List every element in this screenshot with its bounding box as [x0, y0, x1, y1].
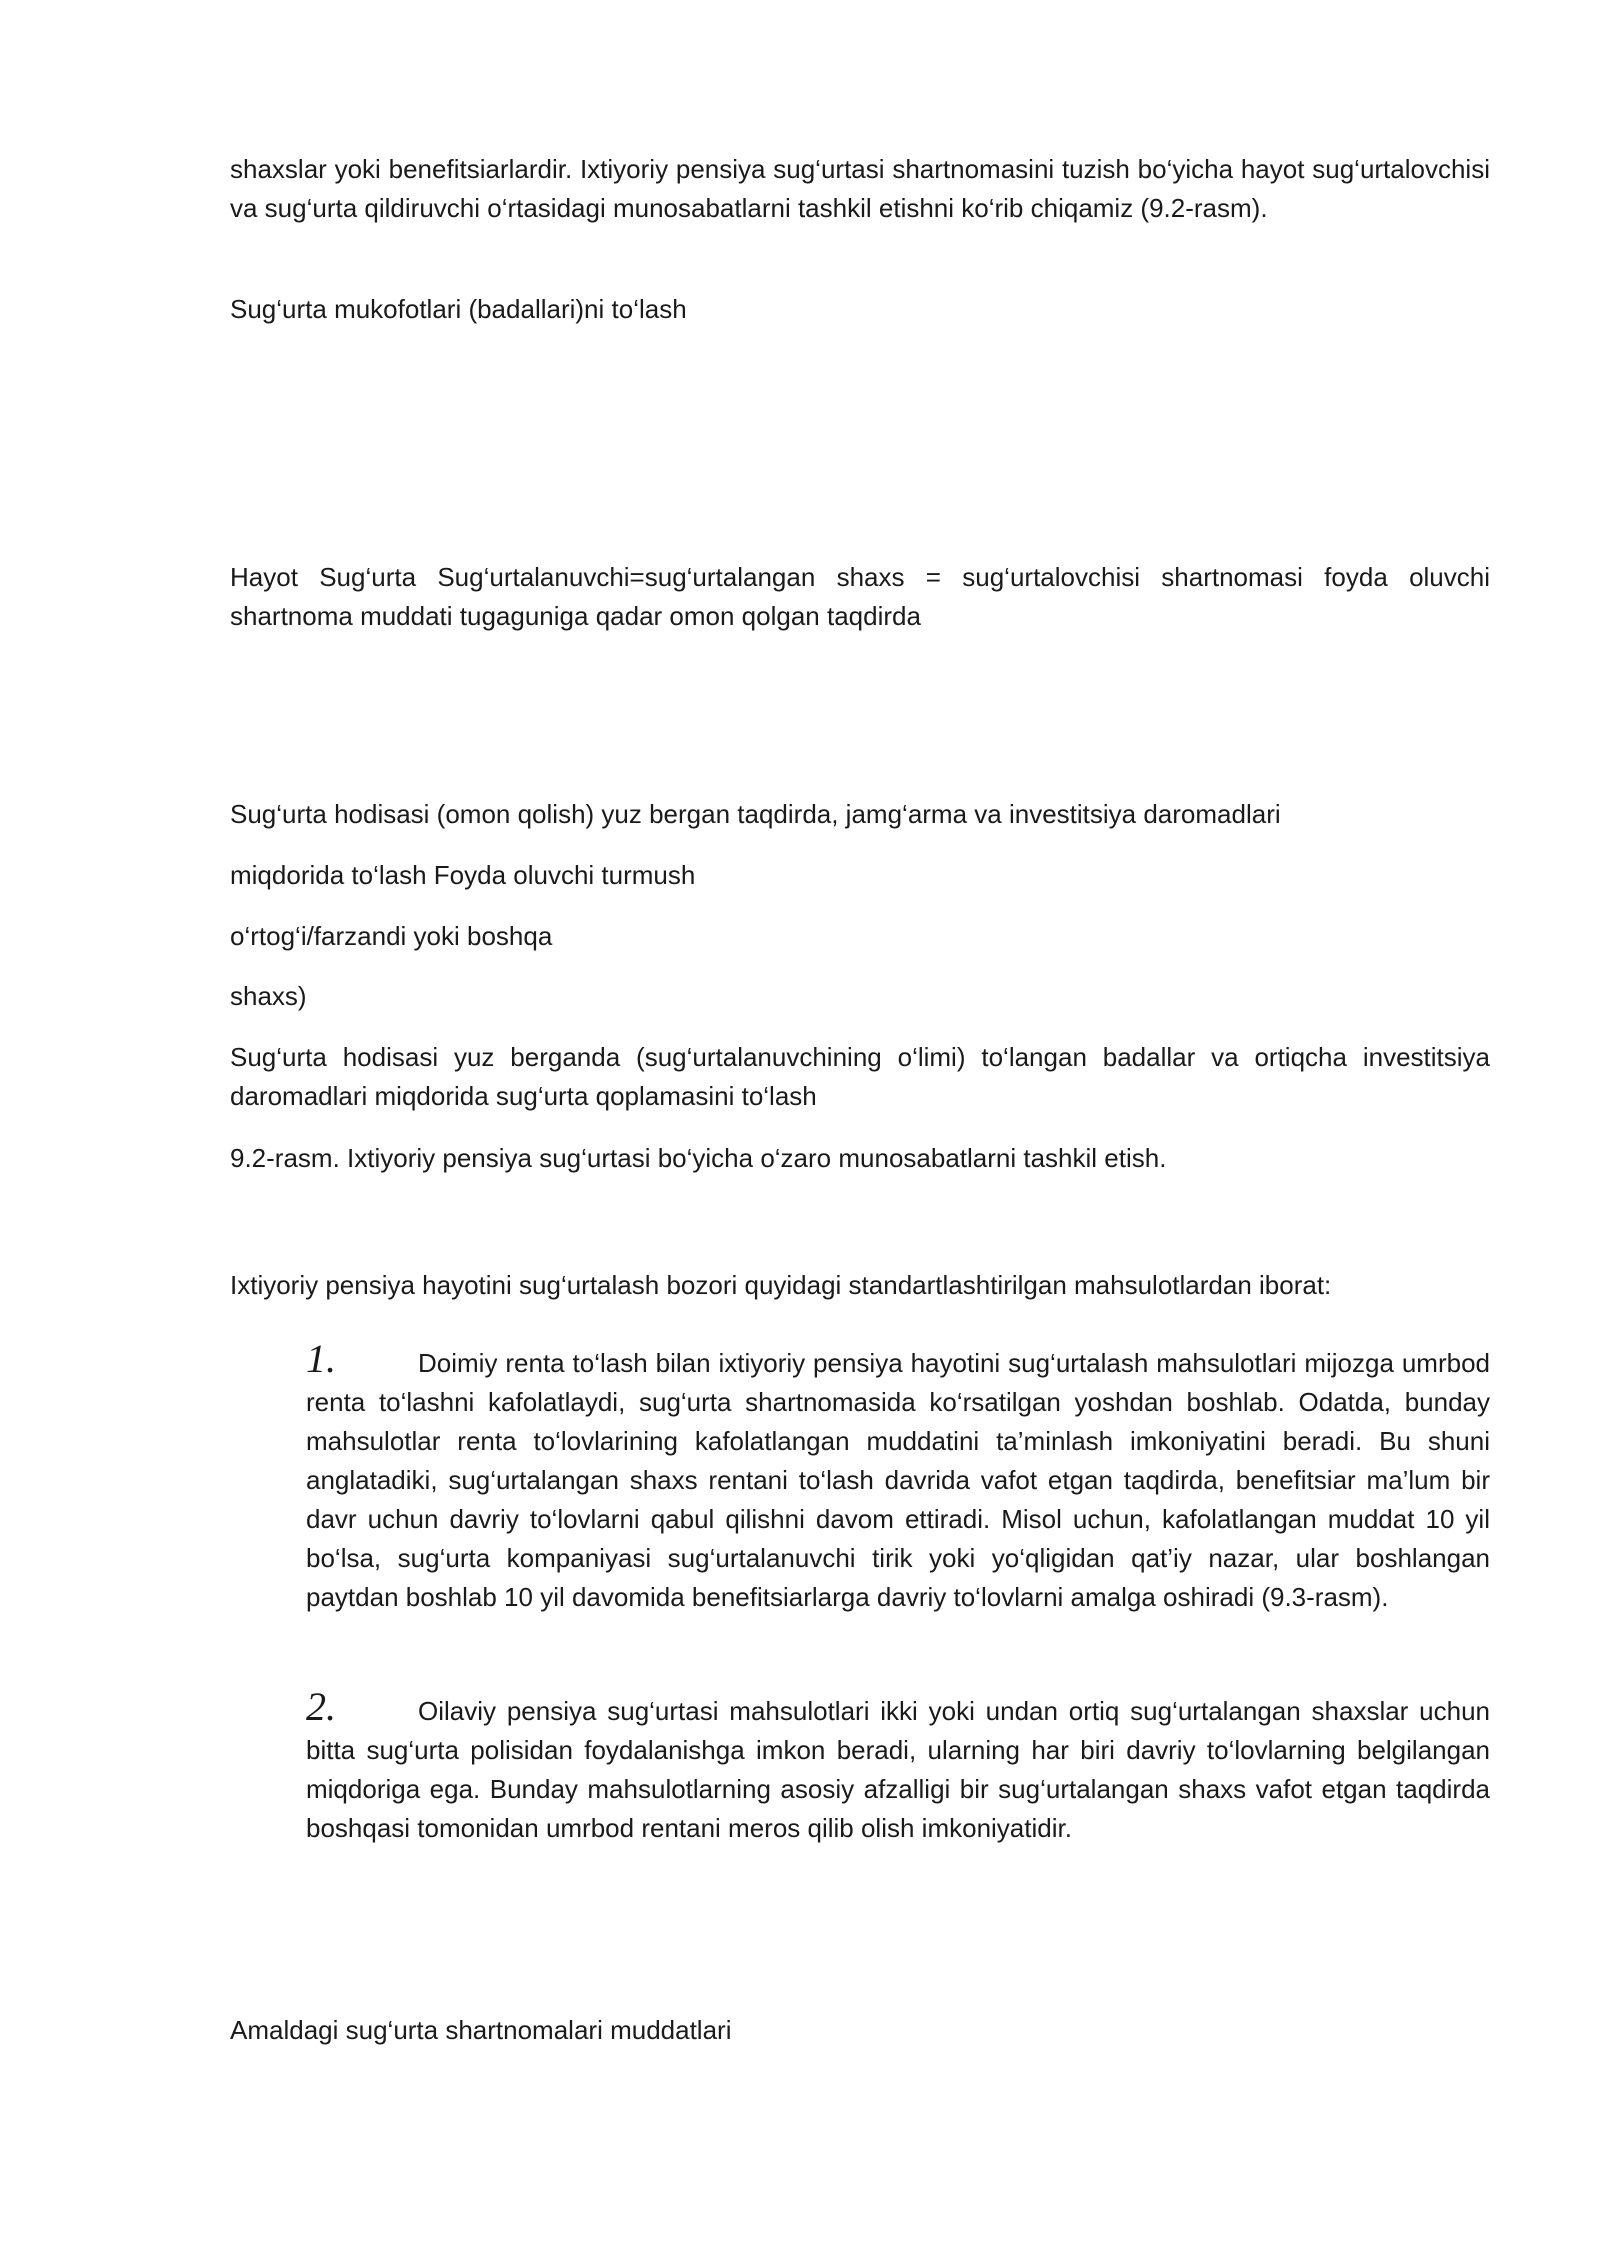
list-item-text: Doimiy renta to‘lash bilan ixtiyoriy pensiya hayotini sug‘urtalash mahsulotlari mijozga umrbod renta to‘lashni kafolatlaydi, sug‘urta shartnomasida ko‘rsatilgan yoshdan boshlab. Odatda, bunday mahsulotlar renta to‘lovlarining kafolatlangan muddatini ta’minlash imkoniyatini beradi. Bu shuni anglatadiki, sug‘urtalangan shaxs rentani to‘lash davrida vafot etgan taqdirda, benefitsiar ma’lum bir davr uchun davriy to‘lovlarni qabul qilishni davom ettiradi. Misol uchun, kafolatlangan muddat 10 yil bo‘lsa, sug‘urta kompaniyasi sug‘urtalanuvchi tirik yoki yo‘qligidan qat’iy nazar, ular boshlangan paytdan boshlab 10 yil davomida benefitsiarlarga davriy to‘lovlarni amalga oshiradi (9.3-rasm). — [306, 1348, 1490, 1612]
diagram-label-premium-payment: Sug‘urta mukofotlari (badallari)ni to‘lash — [230, 294, 687, 324]
list-number: 1. — [306, 1336, 336, 1381]
diagram-label-spouse-child: o‘rtog‘i/farzandi yoki boshqa — [230, 921, 553, 951]
paragraph-contract-terms: Amaldagi sug‘urta shartnomalari muddatlari — [230, 2015, 732, 2045]
paragraph-intro: shaxslar yoki benefitsiarlardir. Ixtiyoriy pensiya sug‘urtasi shartnomasini tuzish bo‘yicha hayot sug‘urtalovchisi va sug‘urta qildiruvchi o‘rtasidagi munosabatlarni tashkil etishni ko‘rib chiqamiz (9.2-rasm). — [230, 154, 1490, 223]
list-item-text: Oilaviy pensiya sug‘urtasi mahsulotlari ikki yoki undan ortiq sug‘urtalangan shaxslar uchun bitta sug‘urta polisidan foydalanishga imkon beradi, ularning har biri davriy to‘lovlarning belgilangan miqdoriga ega. Bunday mahsulotlarning asosiy afzalligi bir sug‘urtalangan shaxs vafot etgan taqdirda boshqasi tomonidan umrbod rentani meros qilib olish imkoniyatidir. — [306, 1696, 1490, 1843]
list-number: 2. — [306, 1684, 336, 1729]
diagram-label-death-event: Sug‘urta hodisasi yuz berganda (sug‘urtalanuvchining o‘limi) to‘langan badallar va ortiqcha investitsiya daromadlari miqdorida sug‘urta qoplamasini to‘lash — [230, 1042, 1490, 1111]
figure-caption: 9.2-rasm. Ixtiyoriy pensiya sug‘urtasi bo‘yicha o‘zaro munosabatlarni tashkil etish. — [230, 1143, 1167, 1173]
diagram-label-person: shaxs) — [230, 981, 307, 1011]
list-item — [306, 1684, 1490, 1848]
diagram-label-survival-event: Sug‘urta hodisasi (omon qolish) yuz bergan taqdirda, jamg‘arma va investitsiya daromadlari — [230, 799, 1281, 829]
diagram-label-parties: Hayot Sug‘urta Sug‘urtalanuvchi=sug‘urtalangan shaxs = sug‘urtalovchisi shartnomasi foyda oluvchi shartnoma muddati tugaguniga qadar omon qolgan taqdirda — [230, 562, 1490, 631]
paragraph-market-products: Ixtiyoriy pensiya hayotini sug‘urtalash bozori quyidagi standartlashtirilgan mahsulotlardan iborat: — [230, 1270, 1332, 1300]
diagram-label-payment-beneficiary: miqdorida to‘lash Foyda oluvchi turmush — [230, 860, 696, 890]
list-item — [306, 1336, 1490, 1617]
